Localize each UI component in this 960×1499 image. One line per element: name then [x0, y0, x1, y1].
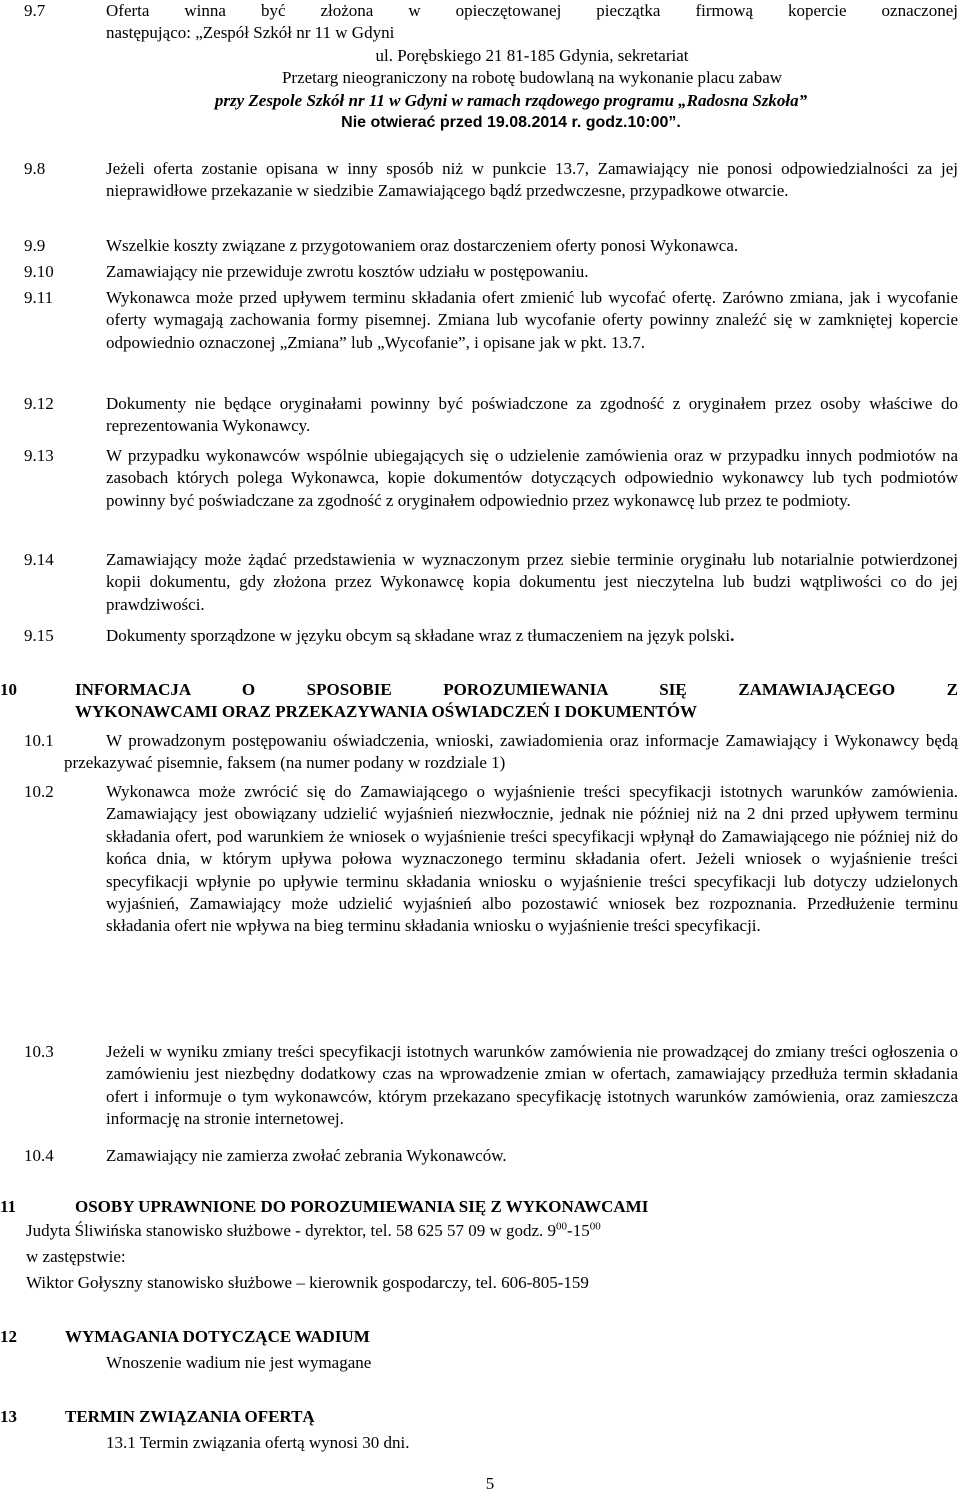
- section-number: 12: [0, 1327, 17, 1346]
- item-9-13: [0, 445, 958, 512]
- item-text: Wszelkie koszty związane z przygotowaniem oraz dostarczeniem oferty ponosi Wykonawca.: [106, 236, 739, 255]
- item-9-15: [0, 625, 958, 647]
- item-number: 9.8: [24, 159, 46, 178]
- section-13-text: 13.1 Termin związania ofertą wynosi 30 dni.: [106, 1433, 410, 1452]
- item-number: 9.15: [24, 626, 54, 645]
- section-title: WYMAGANIA DOTYCZĄCE WADIUM: [65, 1327, 370, 1346]
- item-9-7-line-3: ul. Porębskiego 21 81-185 Gdynia, sekretariat: [375, 45, 689, 65]
- contact-line-3: Wiktor Gołyszny stanowisko służbowe – kierownik gospodarczy, tel. 606-805-159: [26, 1273, 589, 1292]
- item-number: 9.9: [24, 236, 46, 255]
- item-9-7: [0, 0, 958, 134]
- item-9-9: [0, 235, 958, 257]
- item-number: 9.11: [24, 288, 54, 307]
- item-text: W prowadzonym postępowaniu oświadczenia, wnioski, zawiadomienia oraz informacje Zamawiający i Wykonawcy będą przekazywać pisemnie, faksem (na numer podany w rozdziale 1): [64, 731, 958, 773]
- section-12-heading: [0, 1326, 958, 1348]
- section-13-heading: [0, 1406, 958, 1428]
- item-text: Wykonawca może przed upływem terminu składania ofert zmienić lub wycofać ofertę. Zarówno zmiana, jak i wycofanie oferty wymagają zachowania formy pisemnej. Zmiana lub wycofanie oferty powinny znaleźć się w zamkniętej kopercie odpowiednio oznaczonej „Zmiana” lub „Wycofanie”, i opisane jak w pkt. 13.7.: [106, 288, 958, 352]
- item-9-12: [0, 393, 958, 438]
- section-title-line-1: INFORMACJA O SPOSOBIE POROZUMIEWANIA SIĘ ZAMAWIAJĄCEGO Z: [75, 680, 958, 699]
- item-number: 10.4: [24, 1146, 54, 1165]
- item-text: W przypadku wykonawców wspólnie ubiegających się o udzielenie zamówienia oraz w przypadku innych podmiotów na zasobach których polega Wykonawca, kopie dokumentów dotyczących odpowiednio wykonawcy lub tych podmiotów powinny być poświadczane za zgodność z oryginałem odpowiednio przez wykonawcę lub przez te podmioty.: [106, 446, 958, 510]
- item-text: Dokumenty sporządzone w języku obcym są składane wraz z tłumaczeniem na język polski.: [106, 626, 735, 645]
- page-number: 5: [485, 1474, 495, 1493]
- item-number: 10.3: [24, 1042, 54, 1061]
- item-text: Dokumenty nie będące oryginałami powinny być poświadczone za zgodność z oryginałem przez osoby właściwe do reprezentowania Wykonawcy.: [106, 394, 958, 436]
- item-number: 9.7: [24, 1, 46, 20]
- item-9-7-line-4: Przetarg nieograniczony na robotę budowlaną na wykonanie placu zabaw: [281, 68, 783, 88]
- item-9-7-line-2: następująco: „Zespół Szkół nr 11 w Gdyni: [106, 23, 395, 43]
- item-text: Jeżeli oferta zostanie opisana w inny sposób niż w punkcie 13.7, Zamawiający nie ponosi odpowiedzialności za jej nieprawidłowe przekazanie w siedzibie Zamawiającego bądź przedwczesne, przypadkowe otwarcie.: [106, 159, 958, 201]
- section-title-line-2: WYKONAWCAMI ORAZ PRZEKAZYWANIA OŚWIADCZEŃ I DOKUMENTÓW: [75, 702, 697, 722]
- section-title: OSOBY UPRAWNIONE DO POROZUMIEWANIA SIĘ Z WYKONAWCAMI: [75, 1197, 649, 1216]
- section-12-text: Wnoszenie wadium nie jest wymagane: [106, 1353, 372, 1372]
- section-number: 10: [0, 680, 17, 699]
- item-text: Jeżeli w wyniku zmiany treści specyfikacji istotnych warunków zamówienia nie prowadzącej do zmiany treści ogłoszenia o zamówieniu jest niezbędny dodatkowy czas na wprowadzenie zmian w ofertach, zamawiający przedłuża termin składania ofert i informuje o tym wykonawców, którym przekazano specyfikację istotnych warunków zamówienia, oraz zamieszcza informację na stronie internetowej.: [106, 1042, 958, 1129]
- item-text: Zamawiający nie przewiduje zwrotu kosztów udziału w postępowaniu.: [106, 262, 589, 281]
- item-text: Wykonawca może zwrócić się do Zamawiającego o wyjaśnienie treści specyfikacji istotnych warunków zamówienia. Zamawiający jest obowiązany udzielić wyjaśnień niezwłocznie, jednak nie później niż na 2 dni przed upływem terminu składania ofert, pod warunkiem że wniosek o wyjaśnienie treści specyfikacji wpłynął do Zamawiającego nie później niż do końca dnia, w którym upływa połowa wyznaczonego terminu składania ofert. Jeżeli wniosek o wyjaśnienie treści specyfikacji wpłynie po upływie terminu składania wniosku o wyjaśnienie treści specyfikacji lub dotyczy udzielonych wyjaśnień, Zamawiający może udzielić wyjaśnień albo pozostawić wniosek bez rozpoznania. Przedłużenie terminu składania ofert nie wpływa na bieg terminu składania wniosku o wyjaśnienie treści specyfikacji.: [106, 782, 958, 936]
- item-9-8: [0, 158, 958, 203]
- item-9-11: [0, 287, 958, 354]
- item-number: 9.13: [24, 446, 54, 465]
- section-number: 11: [0, 1197, 17, 1216]
- item-10-2: [0, 781, 958, 938]
- item-10-1: [0, 730, 958, 775]
- item-9-7-line-6: Nie otwierać przed 19.08.2014 r. godz.10:00”.: [341, 114, 681, 132]
- contact-line-1: Judyta Śliwińska stanowisko służbowe - dyrektor, tel. 58 625 57 09 w godz. $9^{00}-15^{00}$: [26, 1220, 601, 1240]
- item-number: 9.10: [24, 262, 54, 281]
- item-10-3: [0, 1041, 958, 1131]
- contact-line-2: w zastępstwie:: [26, 1247, 126, 1266]
- item-9-7-line-5: przy Zespole Szkół nr 11 w Gdyni w ramach rządowego programu „Radosna Szkoła”: [214, 90, 808, 110]
- item-number: 10.1: [24, 731, 54, 750]
- item-number: 9.12: [24, 394, 54, 413]
- section-title: TERMIN ZWIĄZANIA OFERTĄ: [65, 1407, 315, 1426]
- item-10-4: [0, 1145, 958, 1167]
- item-9-14: [0, 549, 958, 616]
- item-9-7-line-1: Oferta winna być złożona w opieczętowanej pieczątka firmową kopercie oznaczonej: [106, 1, 958, 20]
- section-number: 13: [0, 1407, 17, 1426]
- item-text: Zamawiający może żądać przedstawienia w wyznaczonym przez siebie terminie oryginału lub notarialnie potwierdzonej kopii dokumentu, gdy złożona przez Wykonawcę kopia dokumentu jest nieczytelna lub budzi wątpliwości co do jej prawdziwości.: [106, 550, 958, 614]
- section-10-heading: [0, 679, 958, 724]
- item-number: 10.2: [24, 782, 54, 801]
- item-text: Zamawiający nie zamierza zwołać zebrania Wykonawców.: [106, 1146, 507, 1165]
- item-number: 9.14: [24, 550, 54, 569]
- item-9-10: [0, 261, 958, 283]
- section-11-heading: [0, 1196, 958, 1218]
